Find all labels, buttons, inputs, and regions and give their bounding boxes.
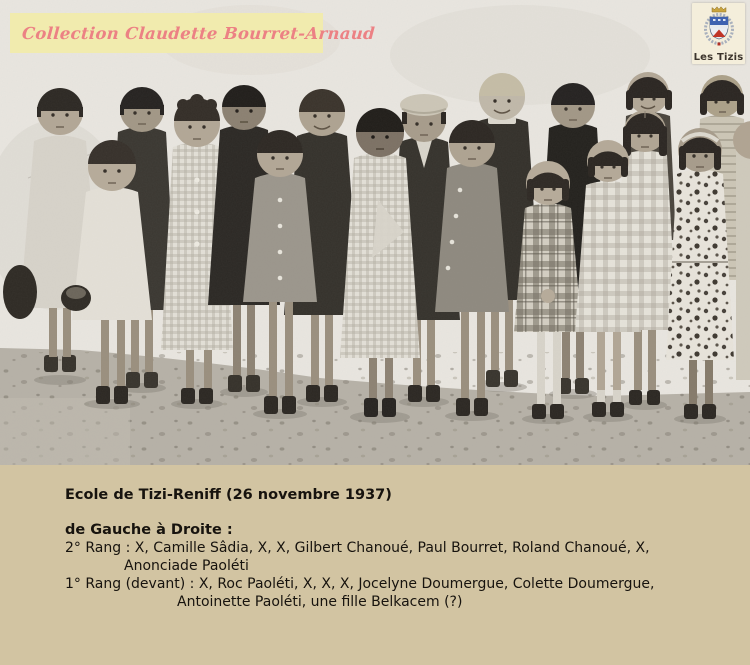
collection-banner-text: Collection Claudette Bourret-Arnaud xyxy=(21,23,376,43)
les-tizis-label: Les Tizis xyxy=(693,52,744,63)
caption xyxy=(65,486,733,611)
collection-banner xyxy=(10,13,376,53)
caption-rang2-continued: Anonciade Paoléti xyxy=(124,558,249,574)
caption-rang1-line: 1° Rang (devant) : X, Roc Paoléti, X, X, X, Jocelyne Doumergue, Colette Doumergue, xyxy=(65,576,655,592)
caption-rang2-line: 2° Rang : X, Camille Sâdia, X, X, Gilbert Chanoué, Paul Bourret, Roland Chanoué, X, xyxy=(65,540,650,556)
caption-rang1-continued: Antoinette Paoléti, une fille Belkacem (?) xyxy=(177,594,463,610)
les-tizis-crest-icon xyxy=(701,5,737,51)
les-tizis-card xyxy=(692,3,745,64)
caption-heading: de Gauche à Droite : xyxy=(65,522,233,538)
caption-title: Ecole de Tizi-Reniff (26 novembre 1937) xyxy=(65,487,392,503)
